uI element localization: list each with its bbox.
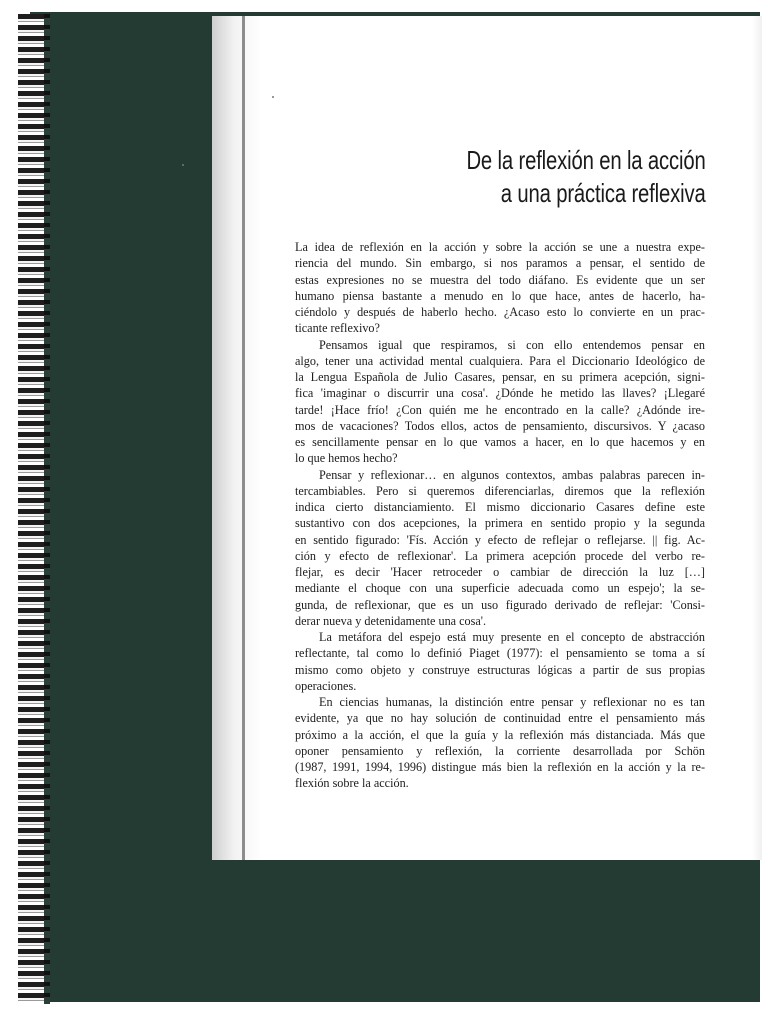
text-line: Pensar y reflexionar… en algunos contextos, ambas palabras parecen in- xyxy=(319,467,705,482)
scan-speck xyxy=(182,164,184,166)
text-line: tercambiables. Pero si queremos diferenciarlas, diremos que la reflexión xyxy=(295,483,705,498)
binding-holes xyxy=(44,14,50,1004)
text-line: tarde! ¡Hace frío! ¿Con quién me he encontrado en la calle? ¿Adónde ire- xyxy=(295,402,705,417)
text-line: flexión sobre la acción. xyxy=(295,776,409,791)
chapter-title xyxy=(467,144,706,210)
text-line: (1987, 1991, 1994, 1996) distingue más bien la reflexión en la acción y la re- xyxy=(295,760,705,774)
text-line: fica 'imaginar o discurrir una cosa'. ¿Dónde he metido las llaves? ¡Llegaré xyxy=(295,386,705,401)
scan-speck xyxy=(272,96,274,98)
page-gutter xyxy=(242,16,245,860)
text-line: La metáfora del espejo está muy presente en el concepto de abstracción xyxy=(319,630,705,644)
text-line: evidente, ya que no hay solución de continuidad entre el pensamiento más xyxy=(295,711,705,726)
text-line: La idea de reflexión en la acción y sobre la acción se une a nuestra expe- xyxy=(295,240,705,254)
chapter-title-line-2: a una práctica reflexiva xyxy=(501,178,706,208)
text-line: mos de vacaciones? Todos ellos, actos de pensamiento, discursivos. Y ¿acaso xyxy=(295,418,705,433)
body-text xyxy=(295,239,705,792)
text-line: en sentido figurado: 'Fís. Acción y efecto de reflejar o reflejarse. || fig. Ac- xyxy=(295,532,705,547)
text-line: En ciencias humanas, la distinción entre pensar y reflexionar no es tan xyxy=(319,695,705,709)
text-line: ciéndolo y después de haberlo hecho. ¿Acaso esto lo convierte en un prac- xyxy=(295,305,705,319)
text-line: mismo como objeto y construye estructuras lógicas a partir de sus propias xyxy=(295,662,705,677)
text-line: próximo a la acción, el que la guía y la reflexión más distanciada. Más que xyxy=(295,727,705,742)
text-line: ticante reflexivo? xyxy=(295,321,380,336)
text-line: indica cierto distanciamiento. El mismo diccionario Casares define este xyxy=(295,500,705,514)
text-line: estas expresiones no se muestra del todo diáfano. Es evidente que un ser xyxy=(295,272,705,287)
text-line: operaciones. xyxy=(295,678,357,693)
text-line: oponer pensamiento y reflexión, la corriente desarrollada por Schön xyxy=(295,743,705,758)
text-line: ción y efecto de reflexionar'. La primera acepción procede del verbo re- xyxy=(295,548,705,563)
chapter-title-line-1: De la reflexión en la acción xyxy=(466,145,706,175)
text-line: lo que hemos hecho? xyxy=(295,451,398,466)
text-line: sustantivo con dos acepciones, la primera en sentido propio y la segunda xyxy=(295,516,705,531)
text-line: mediante el choque con una superficie adecuada como un espejo'; la se- xyxy=(295,581,705,596)
text-line: Pensamos igual que respiramos, si con ello entendemos pensar en xyxy=(319,337,705,352)
text-line: flejar, es decir 'Hacer retroceder o cambiar de dirección la luz […] xyxy=(295,565,705,579)
text-line: riencia del mundo. Sin embargo, si nos paramos a pensar, el sentido de xyxy=(295,256,705,271)
text-line: derar nueva y detenidamente una cosa'. xyxy=(295,613,487,628)
text-line: humano piensa bastante a menudo en lo que hace, antes de hacerlo, ha- xyxy=(295,288,705,303)
text-line: la Lengua Española de Julio Casares, pensar, en su primera acepción, signi- xyxy=(295,370,705,384)
text-line: gunda, de reflexionar, que es un uso figurado derivado de reflejar: 'Consi- xyxy=(295,597,705,612)
text-line: reflectante, tal como lo definió Piaget (1977): el pensamiento se toma a sí xyxy=(295,646,705,661)
text-line: algo, tener una actividad mental cualquiera. Para el Diccionario Ideológico de xyxy=(295,353,705,368)
text-line: es sencillamente pensar en lo que vamos a hacer, en lo que hacemos y en xyxy=(295,435,705,449)
